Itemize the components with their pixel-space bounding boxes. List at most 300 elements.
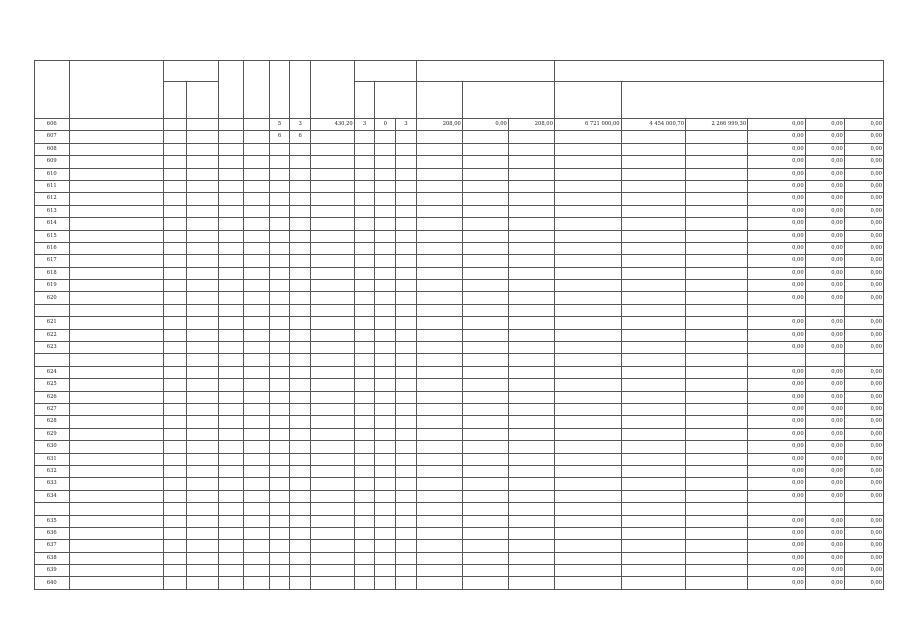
table-cell — [621, 168, 685, 180]
table-cell — [621, 490, 685, 502]
table-cell — [508, 441, 554, 453]
table-cell: 0,00 — [805, 577, 844, 589]
table-cell: 624 — [35, 366, 70, 378]
table-cell — [621, 527, 685, 539]
table-cell — [269, 416, 290, 428]
table-cell — [163, 143, 186, 155]
table-cell — [244, 255, 269, 267]
table-row — [35, 441, 884, 453]
table-cell: 0,00 — [748, 180, 806, 192]
table-cell — [163, 416, 186, 428]
table-cell: 0,00 — [844, 565, 883, 577]
header-resettled — [416, 61, 554, 82]
table-cell — [844, 304, 883, 316]
table-cell: 608 — [35, 143, 70, 155]
table-row — [35, 156, 884, 168]
table-cell — [686, 503, 748, 515]
table-cell — [219, 292, 244, 304]
table-cell — [186, 391, 218, 403]
table-cell — [219, 416, 244, 428]
table-row — [35, 527, 884, 539]
table-cell — [354, 391, 375, 403]
table-cell — [290, 267, 311, 279]
header-count-sub — [375, 82, 416, 119]
table-cell — [244, 342, 269, 354]
table-cell — [163, 329, 186, 341]
table-cell — [686, 230, 748, 242]
table-cell — [396, 329, 417, 341]
table-cell — [269, 280, 290, 292]
table-cell: 6 — [290, 131, 311, 143]
table-cell — [396, 503, 417, 515]
table-cell — [844, 354, 883, 366]
table-cell: 0,00 — [805, 230, 844, 242]
table-cell — [462, 552, 508, 564]
table-cell — [621, 205, 685, 217]
table-cell: 3 — [396, 119, 417, 131]
table-cell: 0,00 — [748, 218, 806, 230]
table-cell — [462, 416, 508, 428]
table-cell — [508, 552, 554, 564]
table-cell: 0,00 — [805, 490, 844, 502]
table-cell — [186, 379, 218, 391]
table-cell — [554, 366, 621, 378]
table-cell — [508, 379, 554, 391]
table-cell — [621, 193, 685, 205]
table-cell — [163, 255, 186, 267]
table-cell — [508, 218, 554, 230]
table-cell — [163, 478, 186, 490]
table-cell: 0,00 — [748, 168, 806, 180]
table-cell — [290, 441, 311, 453]
table-cell: 618 — [35, 267, 70, 279]
table-cell: 607 — [35, 131, 70, 143]
table-cell — [244, 156, 269, 168]
table-cell — [416, 193, 462, 205]
header-rooms — [290, 61, 311, 119]
table-cell — [219, 342, 244, 354]
table-row — [35, 565, 884, 577]
table-cell: 628 — [35, 416, 70, 428]
table-cell: 0,00 — [805, 465, 844, 477]
table-cell — [621, 416, 685, 428]
table-cell — [686, 565, 748, 577]
table-cell — [186, 255, 218, 267]
table-cell — [354, 218, 375, 230]
table-cell — [219, 515, 244, 527]
table-cell: 0,00 — [844, 342, 883, 354]
table-cell — [462, 131, 508, 143]
table-cell — [416, 242, 462, 254]
table-cell — [290, 304, 311, 316]
table-cell — [554, 428, 621, 440]
table-cell — [844, 503, 883, 515]
table-cell — [69, 540, 163, 552]
table-cell: 630 — [35, 441, 70, 453]
table-cell: 0,00 — [805, 428, 844, 440]
table-cell: 0,00 — [844, 119, 883, 131]
table-cell — [396, 565, 417, 577]
table-cell — [462, 403, 508, 415]
table-cell — [462, 366, 508, 378]
table-cell — [269, 503, 290, 515]
table-cell — [354, 168, 375, 180]
table-cell — [375, 503, 396, 515]
table-cell: 0,00 — [805, 342, 844, 354]
table-cell — [163, 540, 186, 552]
table-cell — [186, 403, 218, 415]
table-cell — [508, 242, 554, 254]
table-cell — [290, 180, 311, 192]
table-cell: 0,00 — [805, 317, 844, 329]
table-cell: 0,00 — [805, 292, 844, 304]
table-cell — [311, 441, 355, 453]
table-row — [35, 230, 884, 242]
table-cell — [462, 193, 508, 205]
table-cell — [686, 280, 748, 292]
table-cell — [375, 552, 396, 564]
table-cell — [311, 168, 355, 180]
table-row — [35, 379, 884, 391]
table-cell — [186, 205, 218, 217]
table-cell — [508, 490, 554, 502]
table-cell — [508, 428, 554, 440]
table-cell — [269, 490, 290, 502]
table-cell — [311, 131, 355, 143]
table-cell — [244, 168, 269, 180]
table-cell — [244, 329, 269, 341]
table-row — [35, 119, 884, 131]
table-cell — [269, 218, 290, 230]
table-cell — [554, 292, 621, 304]
table-cell — [462, 218, 508, 230]
table-cell — [396, 168, 417, 180]
table-cell — [219, 465, 244, 477]
table-cell — [686, 354, 748, 366]
table-row — [35, 329, 884, 341]
table-cell — [186, 143, 218, 155]
table-cell — [311, 490, 355, 502]
table-cell — [686, 242, 748, 254]
table-cell — [508, 193, 554, 205]
table-cell — [416, 267, 462, 279]
table-cell — [269, 230, 290, 242]
table-cell — [375, 416, 396, 428]
table-cell — [416, 465, 462, 477]
table-cell — [269, 379, 290, 391]
table-cell: 0,00 — [805, 119, 844, 131]
table-cell — [186, 119, 218, 131]
table-cell — [354, 515, 375, 527]
table-cell — [621, 329, 685, 341]
table-cell — [375, 403, 396, 415]
table-cell — [621, 354, 685, 366]
table-cell — [311, 453, 355, 465]
table-cell — [219, 255, 244, 267]
header-count — [354, 61, 416, 82]
table-cell — [163, 292, 186, 304]
table-cell — [686, 131, 748, 143]
table-cell: 617 — [35, 255, 70, 267]
table-cell — [269, 267, 290, 279]
table-cell — [686, 317, 748, 329]
table-cell — [554, 540, 621, 552]
table-cell: 0,00 — [805, 180, 844, 192]
table-cell — [219, 304, 244, 316]
table-cell — [311, 205, 355, 217]
table-cell — [354, 540, 375, 552]
table-cell — [396, 465, 417, 477]
table-cell — [375, 292, 396, 304]
table-cell — [311, 180, 355, 192]
table-cell — [554, 565, 621, 577]
table-cell — [163, 403, 186, 415]
table-cell — [219, 168, 244, 180]
table-cell — [554, 218, 621, 230]
table-cell: 0,00 — [805, 366, 844, 378]
table-cell — [244, 119, 269, 131]
table-cell — [290, 354, 311, 366]
table-cell — [508, 304, 554, 316]
table-cell — [416, 230, 462, 242]
table-row — [35, 490, 884, 502]
table-cell — [219, 205, 244, 217]
table-cell — [244, 267, 269, 279]
table-row — [35, 354, 884, 366]
table-cell — [508, 565, 554, 577]
table-cell — [219, 503, 244, 515]
table-cell — [462, 391, 508, 403]
table-cell — [686, 180, 748, 192]
table-cell — [354, 503, 375, 515]
table-cell — [416, 342, 462, 354]
table-cell — [69, 242, 163, 254]
table-cell — [375, 478, 396, 490]
table-cell — [354, 379, 375, 391]
table-cell — [462, 577, 508, 589]
table-cell: 0,00 — [748, 453, 806, 465]
table-cell — [269, 391, 290, 403]
table-cell — [686, 391, 748, 403]
table-cell — [462, 143, 508, 155]
table-cell — [311, 391, 355, 403]
table-cell — [69, 267, 163, 279]
table-cell — [186, 490, 218, 502]
table-cell — [311, 366, 355, 378]
table-cell — [244, 218, 269, 230]
table-cell — [462, 515, 508, 527]
table-cell — [621, 453, 685, 465]
table-cell — [311, 143, 355, 155]
table-cell — [163, 304, 186, 316]
table-row — [35, 515, 884, 527]
table-cell — [416, 317, 462, 329]
table-cell — [290, 503, 311, 515]
table-cell: 0,00 — [748, 242, 806, 254]
table-row — [35, 478, 884, 490]
table-cell — [621, 267, 685, 279]
table-cell — [244, 577, 269, 589]
table-cell — [621, 156, 685, 168]
table-cell — [686, 403, 748, 415]
table-cell — [163, 131, 186, 143]
table-cell — [554, 193, 621, 205]
table-cell — [686, 453, 748, 465]
table-cell — [69, 317, 163, 329]
table-cell: 613 — [35, 205, 70, 217]
table-cell — [396, 490, 417, 502]
table-cell — [508, 527, 554, 539]
table-cell — [244, 552, 269, 564]
table-cell — [686, 416, 748, 428]
table-cell: 0,00 — [844, 143, 883, 155]
table-cell — [290, 292, 311, 304]
table-cell — [163, 119, 186, 131]
table-cell — [375, 391, 396, 403]
table-cell — [244, 403, 269, 415]
table-cell: 0,00 — [748, 366, 806, 378]
table-cell: 0,00 — [462, 119, 508, 131]
table-cell — [508, 453, 554, 465]
table-cell — [554, 465, 621, 477]
table-cell — [416, 143, 462, 155]
table-cell — [686, 304, 748, 316]
table-cell — [686, 428, 748, 440]
table-cell — [416, 490, 462, 502]
table-cell — [219, 453, 244, 465]
table-cell — [290, 379, 311, 391]
table-cell: 0,00 — [748, 515, 806, 527]
table-cell — [508, 465, 554, 477]
table-row — [35, 180, 884, 192]
table-cell — [311, 342, 355, 354]
table-cell — [686, 527, 748, 539]
table-cell — [311, 280, 355, 292]
table-cell — [290, 317, 311, 329]
table-cell — [416, 416, 462, 428]
table-cell — [163, 379, 186, 391]
table-cell — [219, 143, 244, 155]
table-cell — [621, 552, 685, 564]
table-cell — [290, 342, 311, 354]
header-plan — [219, 61, 244, 119]
table-cell — [290, 193, 311, 205]
table-cell — [311, 552, 355, 564]
table-cell — [269, 540, 290, 552]
table-cell — [354, 416, 375, 428]
table-cell — [354, 156, 375, 168]
table-cell — [269, 478, 290, 490]
table-cell — [686, 379, 748, 391]
table-cell — [462, 292, 508, 304]
table-cell: 636 — [35, 527, 70, 539]
table-cell — [290, 540, 311, 552]
table-cell — [269, 577, 290, 589]
header-no — [35, 61, 70, 119]
table-cell — [290, 143, 311, 155]
table-cell: 633 — [35, 478, 70, 490]
table-cell — [375, 304, 396, 316]
table-cell: 0,00 — [844, 527, 883, 539]
table-cell — [186, 515, 218, 527]
table-cell — [290, 577, 311, 589]
table-row — [35, 280, 884, 292]
table-cell — [748, 354, 806, 366]
table-cell: 606 — [35, 119, 70, 131]
table-cell — [186, 267, 218, 279]
table-cell — [69, 119, 163, 131]
table-cell — [416, 156, 462, 168]
table-cell — [219, 379, 244, 391]
table-cell — [621, 317, 685, 329]
table-cell: 0,00 — [805, 255, 844, 267]
table-cell — [163, 465, 186, 477]
table-cell — [375, 490, 396, 502]
resettlement-table — [34, 60, 884, 590]
table-cell — [311, 230, 355, 242]
table-cell — [554, 255, 621, 267]
table-cell — [508, 577, 554, 589]
header-row-1 — [35, 61, 884, 82]
table-cell — [354, 304, 375, 316]
table-cell — [244, 565, 269, 577]
table-cell — [621, 131, 685, 143]
table-cell — [219, 218, 244, 230]
table-cell — [311, 527, 355, 539]
table-cell: 0,00 — [844, 230, 883, 242]
table-cell — [186, 230, 218, 242]
table-cell — [311, 416, 355, 428]
table-cell — [290, 552, 311, 564]
table-cell — [621, 366, 685, 378]
table-cell: 638 — [35, 552, 70, 564]
table-cell — [621, 280, 685, 292]
table-cell: 623 — [35, 342, 70, 354]
table-cell: 640 — [35, 577, 70, 589]
table-cell: 612 — [35, 193, 70, 205]
table-cell — [416, 403, 462, 415]
table-cell — [508, 143, 554, 155]
table-cell — [805, 354, 844, 366]
table-cell — [375, 565, 396, 577]
table-cell — [396, 428, 417, 440]
table-cell — [269, 255, 290, 267]
table-cell — [269, 527, 290, 539]
table-cell — [69, 292, 163, 304]
table-cell — [554, 329, 621, 341]
table-cell — [508, 131, 554, 143]
table-cell — [396, 255, 417, 267]
table-cell — [805, 503, 844, 515]
table-cell — [686, 366, 748, 378]
table-cell — [508, 478, 554, 490]
table-cell — [686, 577, 748, 589]
table-cell — [244, 366, 269, 378]
table-cell — [396, 391, 417, 403]
table-cell — [375, 280, 396, 292]
table-cell — [163, 342, 186, 354]
table-cell — [219, 366, 244, 378]
table-cell: 614 — [35, 218, 70, 230]
table-cell: 631 — [35, 453, 70, 465]
table-cell: 0,00 — [844, 205, 883, 217]
table-cell — [354, 143, 375, 155]
table-cell — [163, 552, 186, 564]
table-cell — [244, 193, 269, 205]
table-cell — [69, 218, 163, 230]
table-cell — [69, 131, 163, 143]
table-cell — [269, 143, 290, 155]
